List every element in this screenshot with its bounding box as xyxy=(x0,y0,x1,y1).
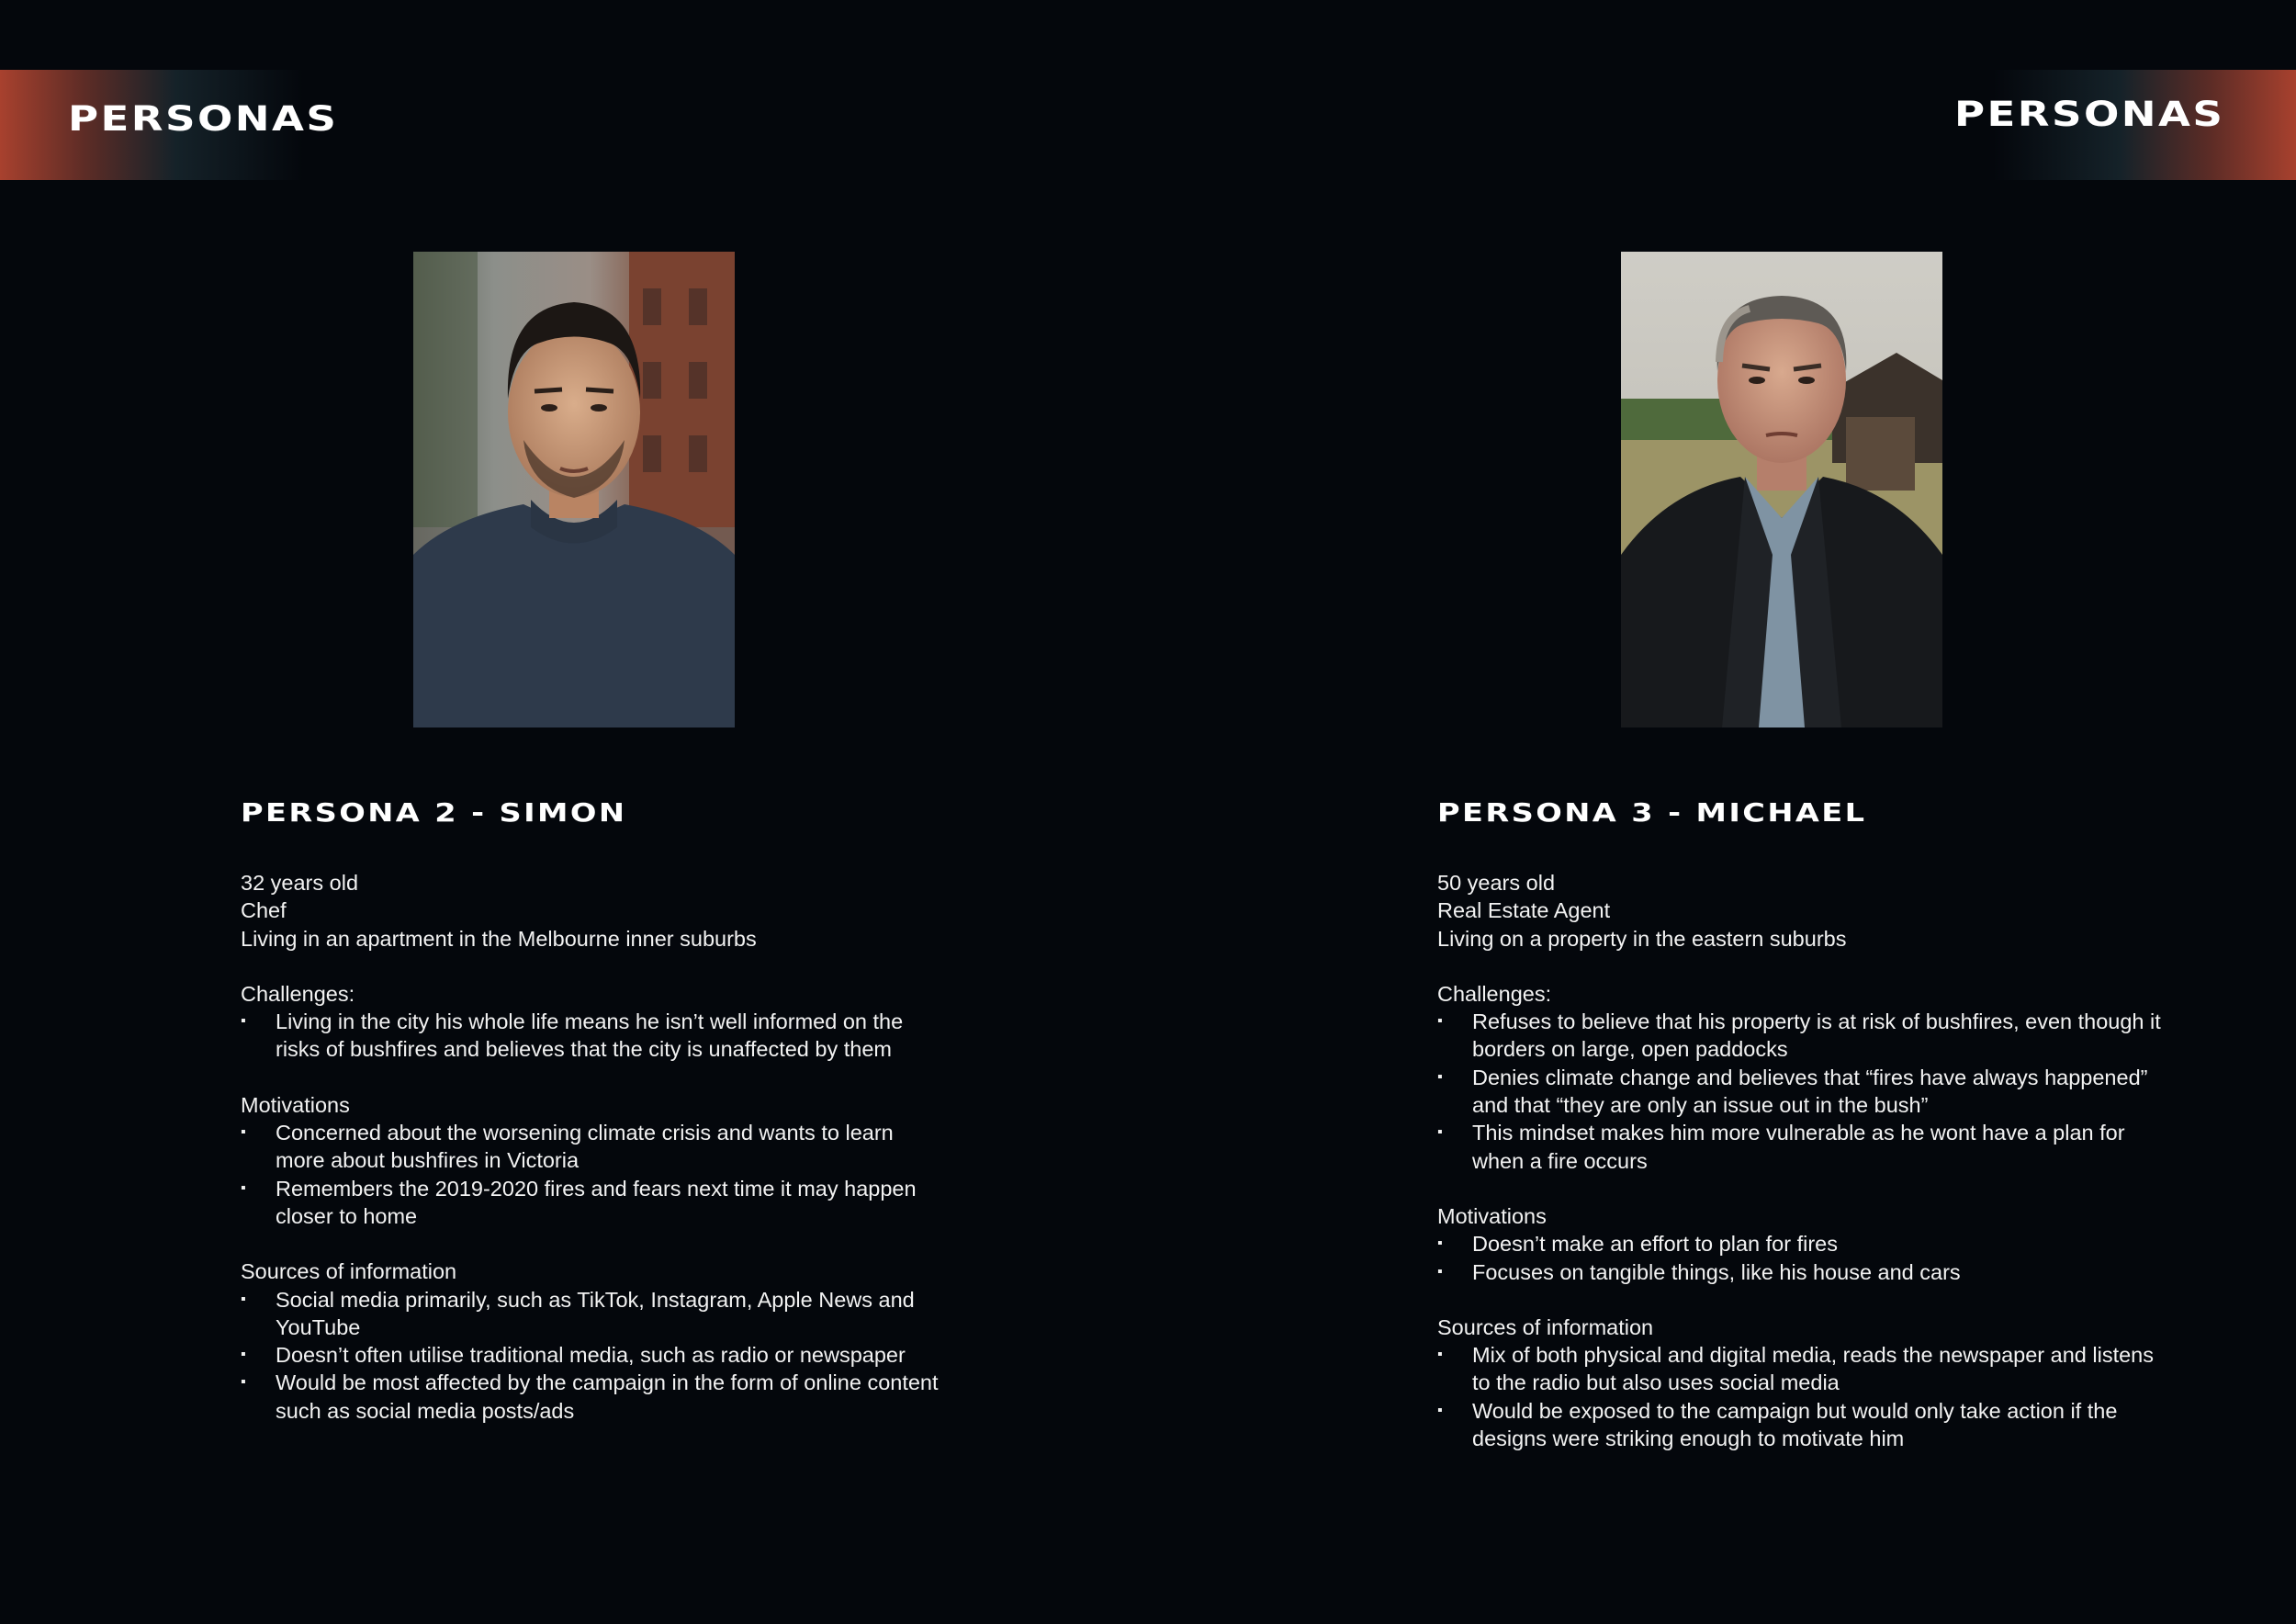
list-item: ▪ Would be exposed to the campaign but would only take action if the designs were striking enough to motivate him xyxy=(1437,1397,2163,1453)
list-item: ▪ Focuses on tangible things, like his house and cars xyxy=(1437,1258,2163,1286)
list-item: ▪ Living in the city his whole life means he isn’t well informed on the risks of bushfires and believes that the city is unaffected by them xyxy=(241,1008,939,1064)
persona-3-age: 50 years old xyxy=(1437,871,1556,895)
section-title-left: PERSONAS xyxy=(68,99,339,139)
list-item: ▪ Denies climate change and believes that “fires have always happened” and that “they are only an issue out in the bush” xyxy=(1437,1064,2163,1120)
persona-2-sources xyxy=(241,1257,939,1425)
persona-3-challenges-label: Challenges: xyxy=(1437,981,1552,1006)
persona-3-card xyxy=(1437,792,2163,1452)
persona-2-living: Living in an apartment in the Melbourne inner suburbs xyxy=(241,926,757,951)
persona-3-motivations xyxy=(1437,1202,2163,1286)
persona-2-challenges-label: Challenges: xyxy=(241,981,355,1006)
list-item: ▪ Remembers the 2019-2020 fires and fears next time it may happen closer to home xyxy=(241,1175,939,1231)
persona-3-living: Living on a property in the eastern suburbs xyxy=(1437,926,1847,951)
persona-3-challenges xyxy=(1437,980,2163,1175)
persona-3-details xyxy=(1437,869,2163,953)
list-item: ▪ Concerned about the worsening climate crisis and wants to learn more about bushfires in Victoria xyxy=(241,1119,939,1175)
persona-2-challenges xyxy=(241,980,939,1064)
persona-2-card xyxy=(241,792,939,1425)
persona-3-sources-label: Sources of information xyxy=(1437,1314,1654,1339)
list-item: ▪ Doesn’t make an effort to plan for fires xyxy=(1437,1230,2163,1257)
persona-2-photo xyxy=(413,252,735,727)
persona-3-heading: PERSONA 3 - MICHAEL xyxy=(1437,797,1867,828)
list-item: ▪ Doesn’t often utilise traditional media, such as radio or newspaper xyxy=(241,1341,939,1369)
persona-3-photo xyxy=(1621,252,1942,727)
persona-3-sources xyxy=(1437,1314,2163,1452)
persona-3-occupation: Real Estate Agent xyxy=(1437,898,1611,923)
list-item: ▪ Social media primarily, such as TikTok, Instagram, Apple News and YouTube xyxy=(241,1286,939,1342)
section-title-right: PERSONAS xyxy=(1954,95,2225,134)
list-item: ▪ Would be most affected by the campaign in the form of online content such as social media posts/ads xyxy=(241,1369,939,1425)
list-item: ▪ Mix of both physical and digital media, reads the newspaper and listens to the radio but also uses social media xyxy=(1437,1341,2163,1397)
persona-2-heading: PERSONA 2 - SIMON xyxy=(241,797,627,828)
list-item: ▪ This mindset makes him more vulnerable as he wont have a plan for when a fire occurs xyxy=(1437,1119,2163,1175)
persona-2-motivations-label: Motivations xyxy=(241,1092,350,1117)
persona-2-sources-label: Sources of information xyxy=(241,1259,457,1284)
persona-2-motivations xyxy=(241,1091,939,1230)
persona-3-motivations-label: Motivations xyxy=(1437,1203,1547,1228)
persona-2-details xyxy=(241,869,939,953)
list-item: ▪ Refuses to believe that his property is at risk of bushfires, even though it borders on large, open paddocks xyxy=(1437,1008,2163,1064)
persona-2-occupation: Chef xyxy=(241,898,287,923)
persona-2-age: 32 years old xyxy=(241,871,359,895)
